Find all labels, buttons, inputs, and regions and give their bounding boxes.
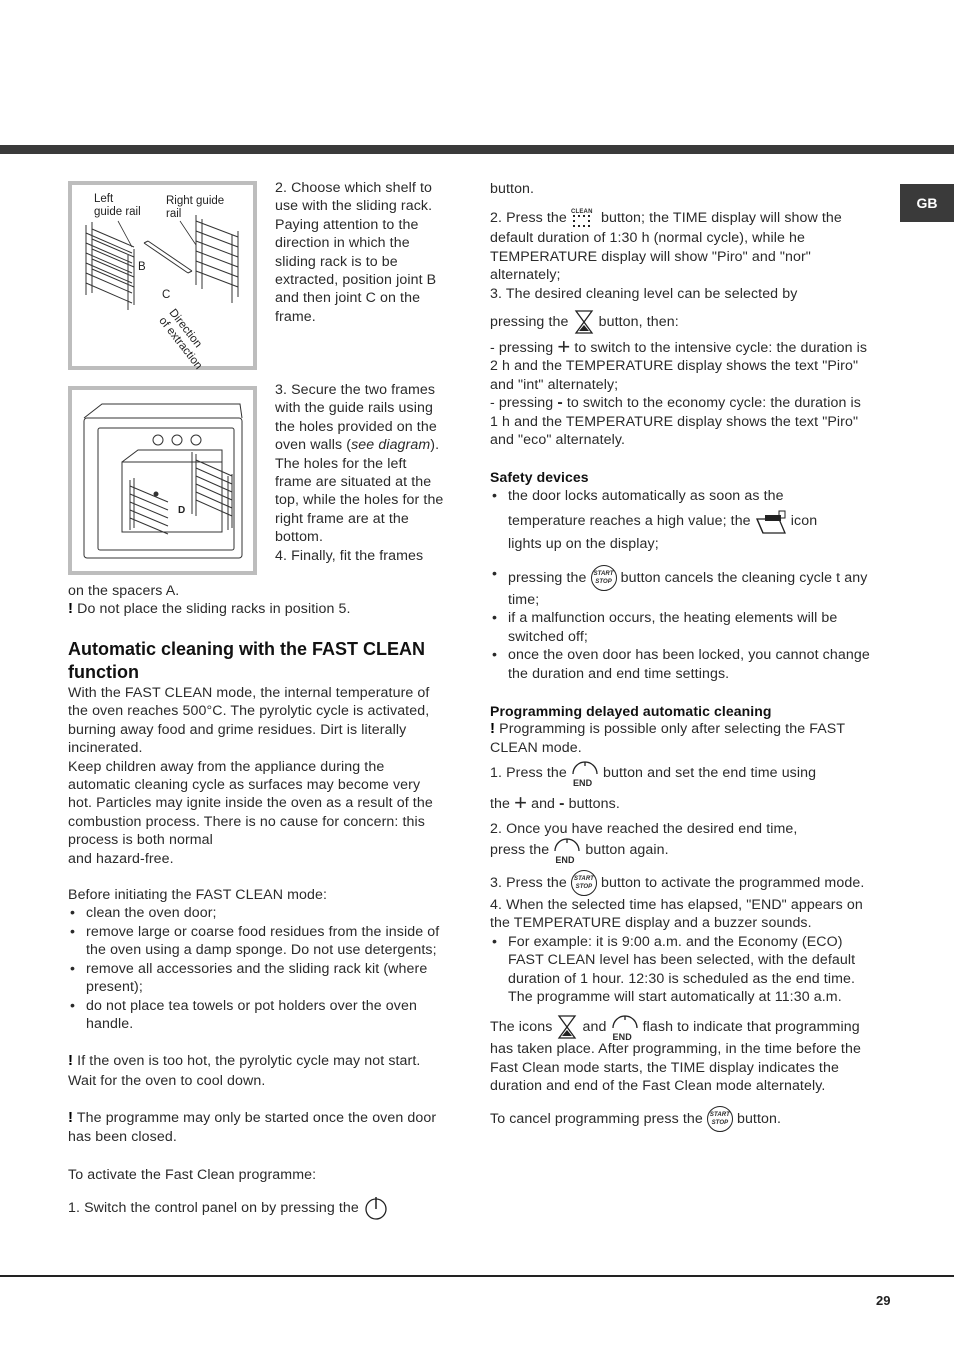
step-3-a: 3. Secure the two frames with the guide rails using the holes provided on the oven walls ( bbox=[275, 382, 437, 454]
hourglass-icon bbox=[573, 309, 595, 335]
list-item: • For example: it is 9:00 a.m. and the Economy (ECO) FAST CLEAN level has been selected, with the default duration of 1 hour. 12:30 is scheduled as the end time. The programme will start automatically at 11:30 a.m. bbox=[490, 933, 870, 1007]
cancel-text: To cancel programming press the START STOP button. bbox=[490, 1106, 870, 1132]
oven-diagram bbox=[72, 390, 253, 571]
power-icon bbox=[363, 1195, 389, 1221]
plus-icon: + bbox=[557, 334, 571, 360]
step-3-text bbox=[275, 381, 445, 565]
programming-step-2: 2. Once you have reached the desired end time, bbox=[490, 820, 798, 837]
intro-1: With the FAST CLEAN mode, the internal temperature of the oven reaches 500°C. The pyrolytic cycle is activated, burning away food and grime residues. Dirt is literally incinerated. bbox=[68, 685, 430, 757]
figure-guide-rails bbox=[68, 181, 257, 370]
example-list bbox=[490, 933, 870, 1007]
start-stop-icon: START STOP bbox=[591, 565, 617, 591]
list-item: • remove large or coarse food residues from the inside of the oven using a damp sponge. Do not use detergents; bbox=[68, 923, 448, 960]
label-right-guide-rail: Right guide rail bbox=[166, 195, 225, 220]
page-number: 29 bbox=[876, 1293, 891, 1308]
programming-step-2-b: press the END button again. bbox=[490, 838, 870, 862]
programming-title: Programming delayed automatic cleaning bbox=[490, 702, 772, 719]
label-direction-of-extraction: Direction of extraction bbox=[156, 307, 205, 372]
step-2-text: 2. Choose which shelf to use with the sliding rack. Paying attention to the direction in which the sliding rack is to be extracted, position joint B and then joint C on the frame. bbox=[275, 180, 437, 325]
programming-step-3: 3. Press the START STOP button to activate the programmed mode. bbox=[490, 870, 870, 896]
heading-fast-clean: Automatic cleaning with the FAST CLEAN function bbox=[68, 639, 426, 682]
warning-door: ! The programme may only be started once the oven door has been closed. bbox=[68, 1109, 437, 1145]
programming-step-1-b: the + and - buttons. bbox=[490, 790, 620, 816]
hourglass-icon bbox=[556, 1014, 578, 1040]
language-tab: GB bbox=[900, 184, 954, 222]
clean-icon: CLEAN bbox=[571, 207, 597, 229]
step-4-a: 4. Finally, fit the frames bbox=[275, 547, 424, 564]
door-lock-icon bbox=[755, 509, 787, 535]
step-3-see: see diagram bbox=[351, 437, 431, 454]
list-item: • pressing the START STOP button cancels the cleaning cycle t any time; bbox=[490, 565, 870, 609]
activate-step-1-b: button. bbox=[490, 181, 535, 197]
list-item: • do not place tea towels or pot holders over the oven handle. bbox=[68, 997, 448, 1034]
start-stop-icon: START STOP bbox=[571, 870, 597, 896]
spacers-text bbox=[68, 582, 448, 619]
end-icon: END bbox=[571, 761, 599, 785]
end-icon: END bbox=[611, 1015, 639, 1039]
intro-block bbox=[68, 684, 448, 1221]
list-item: • the door locks automatically as soon as the temperature reaches a high value; the icon lights up on the display; bbox=[490, 487, 870, 553]
activate-step-3-a: 3. The desired cleaning level can be selected by bbox=[490, 285, 798, 302]
safety-list bbox=[490, 487, 870, 683]
activate-step-1: 1. Switch the control panel on by pressing the bbox=[68, 1195, 448, 1221]
footer-rule bbox=[0, 1275, 954, 1277]
intro-2: Keep children away from the appliance during the automatic cleaning cycle as surfaces may become very hot. Particles may ignite inside the oven as a result of the combustion process. There is no cause for concern: this process is both normal bbox=[68, 758, 433, 849]
activate-text: To activate the Fast Clean programme: bbox=[68, 1167, 317, 1184]
list-item: • remove all accessories and the sliding rack kit (where present); bbox=[68, 960, 448, 997]
programming-step-4: 4. When the selected time has elapsed, "END" appears on the TEMPERATURE display and a buzzer sounds. bbox=[490, 897, 863, 932]
pressing-plus: - pressing + to switch to the intensive cycle: the duration is 2 h and the TEMPERATURE display shows the text "Piro" and "int" alternately; bbox=[490, 334, 868, 393]
programming-note: ! Programming is possible only after selecting the FAST CLEAN mode. bbox=[490, 720, 845, 756]
start-stop-icon: START STOP bbox=[707, 1106, 733, 1132]
minus-icon: - bbox=[559, 795, 565, 813]
pressing-minus: - pressing - to switch to the economy cycle: the duration is 1 h and the TEMPERATURE display shows the text "Piro" and "eco" alternately. bbox=[490, 394, 861, 449]
end-icon: END bbox=[553, 838, 581, 862]
section-heading bbox=[68, 638, 448, 684]
safety-title: Safety devices bbox=[490, 469, 589, 486]
step-4-b: on the spacers A. bbox=[68, 583, 180, 599]
warning-position: ! Do not place the sliding racks in position 5. bbox=[68, 600, 351, 618]
step-3-b: ). The holes for the left frame are situated at the top, while the holes for the right frame are at the bottom. bbox=[275, 437, 444, 546]
label-joint-b: B bbox=[138, 261, 146, 273]
before-text: Before initiating the FAST CLEAN mode: bbox=[68, 887, 328, 904]
label-left-guide-rail: Left guide rail bbox=[94, 193, 141, 218]
label-joint-c: C bbox=[162, 289, 171, 301]
header-bar bbox=[0, 145, 954, 154]
activate-step-2: 2. Press the CLEAN button; the TIME display will show the default duration of 1:30 h (normal cycle), while he TEMPERATURE display will show "Piro" and "nor" alternately; bbox=[490, 209, 842, 284]
list-item: • clean the oven door; bbox=[68, 904, 448, 922]
activate-step-3-b: pressing the button, then: bbox=[490, 309, 870, 335]
plus-icon: + bbox=[514, 790, 528, 816]
list-item: • once the oven door has been locked, you cannot change the duration and end time settings. bbox=[490, 646, 870, 683]
label-hole-d: D bbox=[178, 505, 186, 516]
figure-oven-holes bbox=[68, 386, 257, 575]
list-item: • if a malfunction occurs, the heating elements will be switched off; bbox=[490, 609, 870, 646]
icons-flash-text: The icons and END flash to indicate that programming has taken place. After programming, in the time before the Fast Clean mode starts, the TIME display indicates the duration and end of the Fast Clean mode alternately. bbox=[490, 1014, 870, 1095]
programming-step-1: 1. Press the END button and set the end time using bbox=[490, 761, 870, 785]
warning-hot: ! If the oven is too hot, the pyrolytic cycle may not start. Wait for the oven to cool down. bbox=[68, 1052, 421, 1090]
intro-2b: and hazard-free. bbox=[68, 850, 174, 867]
right-column bbox=[490, 180, 870, 1132]
before-list bbox=[68, 904, 448, 1033]
minus-icon: - bbox=[557, 394, 563, 412]
